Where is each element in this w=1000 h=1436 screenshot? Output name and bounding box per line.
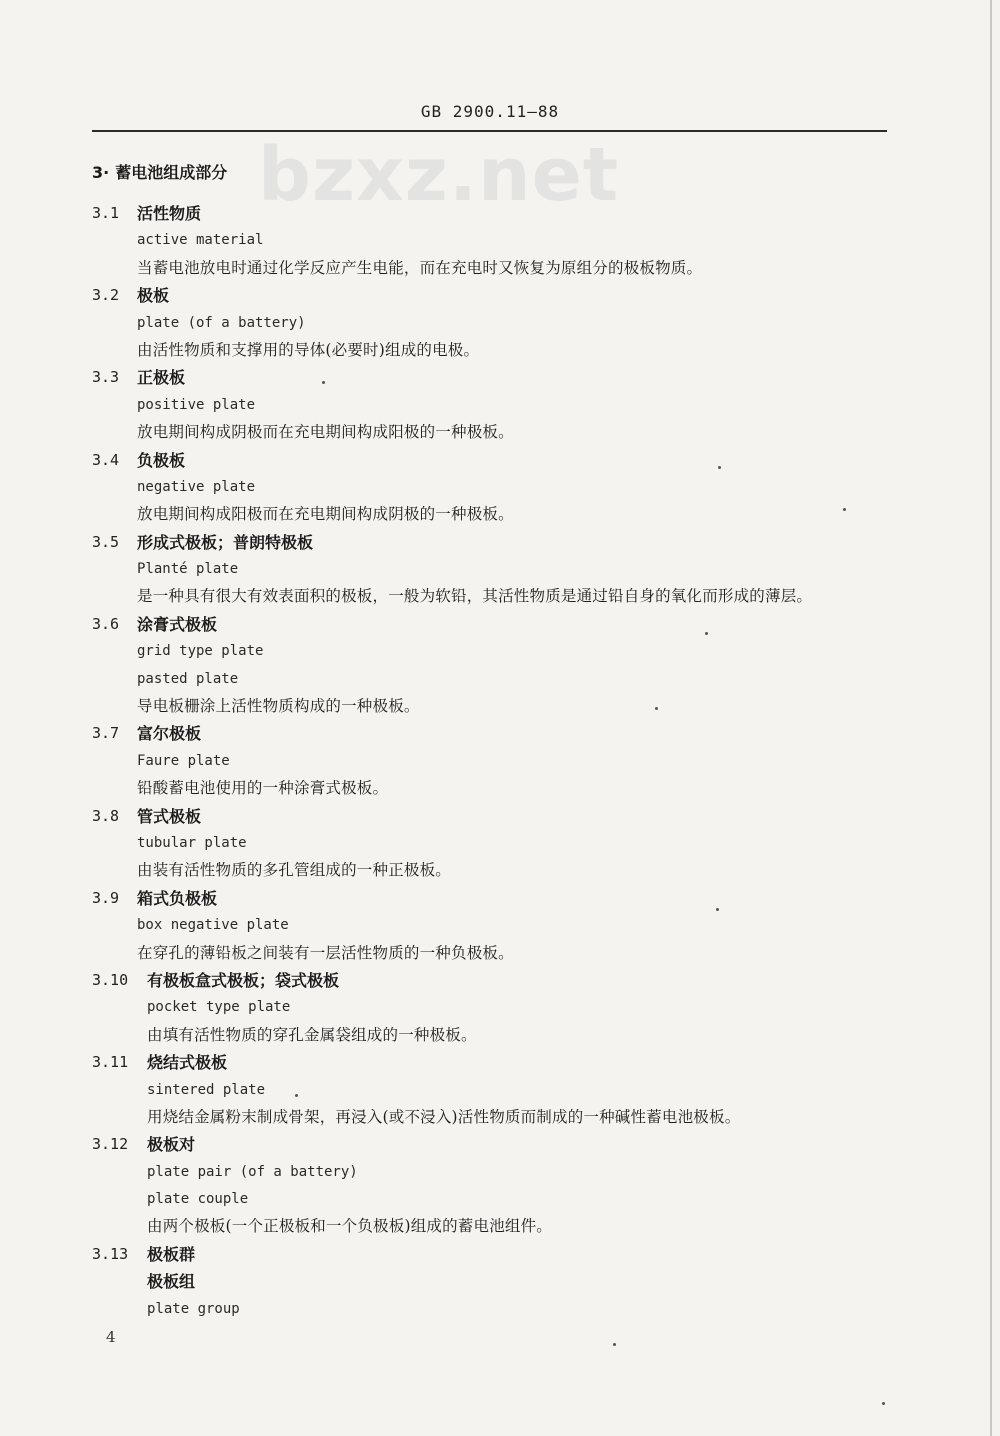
term-entry [0,967,1000,1049]
scan-speck [295,1094,298,1097]
scan-speck [716,908,719,911]
term-entry [0,1241,1000,1323]
english-term: Planté plate [137,561,239,578]
term-definition: 当蓄电池放电时通过化学反应产生电能，而在充电时又恢复为原组分的极板物质。 [137,258,703,277]
clause-number: 3.5 [92,532,120,551]
entry-line [0,255,1000,282]
english-term: pasted plate [137,670,239,687]
entry-line [0,912,1000,939]
entry-line [0,666,1000,693]
entry-line [0,1296,1000,1323]
watermark: bzxz.net [258,132,620,218]
entry-line [0,748,1000,775]
term-entries [0,200,1000,1323]
chinese-term: 极板群 [147,1244,196,1264]
term-definition: 由装有活性物质的多孔管组成的一种正极板。 [137,861,452,880]
entry-line [0,857,1000,884]
english-term: plate pair (of a battery) [147,1163,358,1180]
entry-line [0,803,1000,830]
chinese-term: 活性物质 [137,204,202,223]
english-term: plate group [147,1300,240,1317]
term-definition: 在穿孔的薄铅板之间装有一层活性物质的一种负极板。 [137,943,514,962]
clause-number: 3.9 [92,888,120,907]
entry-line [0,474,1000,501]
english-term: plate couple [147,1191,249,1208]
page-number: 4 [106,1328,116,1346]
chinese-term: 形成式极板；普朗特极板 [137,532,314,552]
entry-line [0,1131,1000,1158]
entry-line [0,1104,1000,1131]
english-term: sintered plate [147,1081,266,1098]
chinese-term: 富尔极板 [137,724,202,744]
entry-line [0,693,1000,720]
section-number: 3· [92,163,110,182]
term-definition: 是一种具有很大有效表面积的极板，一般为软铅，其活性物质是通过铅自身的氧化而形成的薄层。 [137,587,813,606]
term-definition: 放电期间构成阴极而在充电期间构成阳极的一种极板。 [137,423,514,442]
entry-line [0,310,1000,337]
entry-line [0,1268,1000,1295]
chinese-term: 烧结式极板 [147,1053,228,1073]
chinese-term: 箱式负极板 [137,888,218,908]
entry-line [0,337,1000,364]
term-definition: 用烧结金属粉末制成骨架，再浸入(或不浸入)活性物质而制成的一种碱性蓄电池极板。 [147,1107,741,1126]
term-definition: 由活性物质和支撑用的导体(必要时)组成的电极。 [137,340,480,359]
chinese-term: 极板组 [147,1272,196,1292]
english-term: pocket type plate [147,999,291,1016]
english-term: plate (of a battery) [137,314,306,331]
entry-line [0,447,1000,474]
entry-line [0,282,1000,309]
chinese-term: 有极板盒式极板；袋式极板 [147,970,340,990]
scan-speck [322,381,325,384]
clause-number: 3.4 [92,450,120,469]
entry-line [0,1077,1000,1104]
clause-number: 3.3 [92,368,120,387]
english-term: negative plate [137,478,256,495]
section-title: 蓄电池组成部分 [115,163,228,182]
entry-line [0,529,1000,556]
scan-speck [882,1402,885,1405]
entry-line [0,227,1000,254]
term-entry [0,611,1000,721]
term-entry [0,720,1000,802]
entry-line [0,1022,1000,1049]
english-term: active material [137,232,264,249]
entry-line [0,1186,1000,1213]
term-entry [0,1131,1000,1241]
entry-line [0,1049,1000,1076]
entry-line [0,1159,1000,1186]
scan-speck [718,466,721,469]
entry-line [0,775,1000,802]
scan-speck [705,632,708,635]
english-term: tubular plate [137,834,247,851]
standard-code-header: GB 2900.11—88 [420,102,560,121]
entry-line [0,830,1000,857]
scan-speck [843,508,846,511]
entry-line [0,200,1000,227]
term-entry [0,529,1000,611]
entry-line [0,583,1000,610]
entry-line [0,940,1000,967]
term-entry [0,364,1000,446]
entry-line [0,364,1000,391]
scan-speck [655,707,658,710]
english-term: Faure plate [137,752,230,769]
entry-line [0,720,1000,747]
term-entry [0,447,1000,529]
chinese-term: 正极板 [137,368,186,388]
entry-line [0,967,1000,994]
chinese-term: 管式极板 [137,806,202,826]
term-definition: 导电板栅涂上活性物质构成的一种极板。 [137,697,420,716]
chinese-term: 涂膏式极板 [137,614,218,634]
section-heading [92,160,227,183]
clause-number: 3.11 [92,1053,129,1072]
entry-line [0,994,1000,1021]
entry-line [0,611,1000,638]
chinese-term: 极板 [137,286,170,306]
entry-line [0,501,1000,528]
entry-line [0,885,1000,912]
entry-line [0,1241,1000,1268]
term-entry [0,1049,1000,1131]
entry-line [0,638,1000,665]
english-term: box negative plate [137,917,289,934]
term-entry [0,200,1000,282]
term-definition: 由填有活性物质的穿孔金属袋组成的一种极板。 [147,1025,477,1044]
english-term: positive plate [137,396,256,413]
clause-number: 3.10 [92,970,129,989]
chinese-term: 极板对 [147,1135,196,1155]
clause-number: 3.7 [92,724,120,743]
entry-line [0,556,1000,583]
english-term: grid type plate [137,643,264,660]
clause-number: 3.6 [92,614,120,633]
clause-number: 3.12 [92,1135,129,1154]
clause-number: 3.1 [92,204,120,222]
entry-line [0,1213,1000,1240]
term-entry [0,803,1000,885]
chinese-term: 负极板 [137,450,186,470]
entry-line [0,392,1000,419]
clause-number: 3.8 [92,806,120,825]
term-entry [0,885,1000,967]
clause-number: 3.2 [92,286,120,305]
entry-line [0,419,1000,446]
term-definition: 放电期间构成阳极而在充电期间构成阴极的一种极板。 [137,505,514,524]
term-entry [0,282,1000,364]
clause-number: 3.13 [92,1244,129,1263]
term-definition: 铅酸蓄电池使用的一种涂膏式极板。 [137,779,389,798]
term-definition: 由两个极板(一个正极板和一个负极板)组成的蓄电池组件。 [147,1217,552,1236]
scan-speck [613,1343,616,1346]
